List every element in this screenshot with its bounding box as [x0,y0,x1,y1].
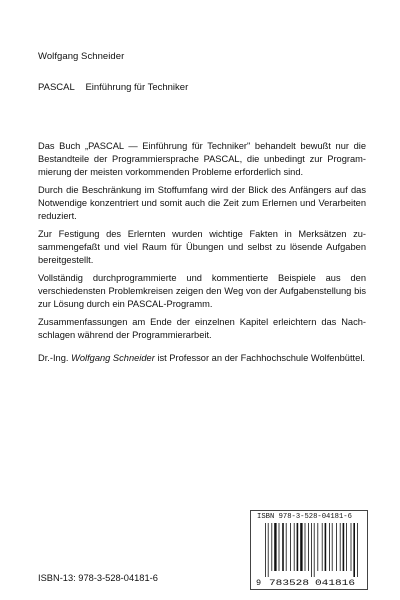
book-title: PASCAL [38,82,75,93]
barcode-bars [265,523,358,577]
author-name: Wolfgang Schneider [38,51,125,62]
barcode-bar [317,523,318,571]
barcode-bar [300,523,302,571]
blurb-paragraph-5: Zusammenfassungen am Ende der einzelnen Kapitel erleichtern das Nach-schlagen während der Programmierarbeit. [38,317,366,340]
barcode-bar [265,523,266,577]
barcode-bar [274,523,276,571]
barcode-bar [279,523,280,571]
barcode-bar [268,523,269,577]
author-note [38,352,366,365]
barcode-bar [346,523,347,571]
blurb-text [38,140,366,370]
barcode-bar [286,523,287,571]
blurb-paragraph-1: Das Buch „PASCAL — Einführung für Techniker" behandelt bewußt nur die Bestandteile der Programmiersprache PASCAL, die unbedingt zur Program-mierung der meisten vorkommenden Probleme erforderlich sind. [38,141,366,177]
barcode-isbn-text: ISBN 978-3-528-04181-6 [257,513,352,521]
author-note-prefix: Dr.-Ing. [38,353,72,363]
barcode-bar [336,523,337,571]
barcode-bar [343,523,345,571]
barcode-bar [290,523,291,571]
barcode-bar [271,523,272,571]
barcode-bar [294,523,295,571]
barcode-label [250,510,368,590]
barcode-bar [311,523,312,577]
barcode-bar [282,523,284,571]
barcode-bar [314,523,315,577]
barcode-bar [297,523,299,571]
barcode-bar [353,523,355,577]
barcode-first-digit: 9 [256,578,262,587]
blurb-paragraph-3: Zur Festigung des Erlernten wurden wichtige Fakten in Merksätzen zu-sammengefaßt und viel Raum für Übungen und selbst zu lösende Aufgaben bereitgestellt. [38,229,366,265]
barcode-bar [305,523,306,571]
barcode-bar [308,523,309,571]
barcode-digits-left: 783528 [269,578,309,587]
barcode-bar [357,523,358,577]
isbn-text: ISBN-13: 978-3-528-04181-6 [38,573,158,583]
barcode-bar [322,523,323,571]
barcode-bar [351,523,352,571]
author-note-suffix: ist Professor an der Fachhochschule Wolfenbüttel. [154,353,365,363]
blurb-paragraph-2: Durch die Beschränkung im Stoffumfang wird der Blick des Anfängers auf das Notwendige konzentriert und somit auch die Zeit zum Erlernen und Verarbeiten reduziert. [38,185,366,221]
title-line [38,82,188,93]
barcode-bar [329,523,330,571]
book-subtitle: Einführung für Techniker [85,82,189,93]
barcode-bar [332,523,333,571]
author-note-name: Wolfgang Schneider [71,353,155,363]
barcode-digits-right: 041816 [315,578,355,587]
barcode-graphic [255,523,363,587]
barcode-bar [340,523,341,571]
blurb-paragraph-4: Vollständig durchprogrammierte und kommentierte Beispiele aus den verschiedensten Problemkreisen zeigen den Weg von der Aufgabenstellung bis zur Lösung durch ein PASCAL-Programm. [38,273,366,309]
barcode-bar [325,523,327,571]
